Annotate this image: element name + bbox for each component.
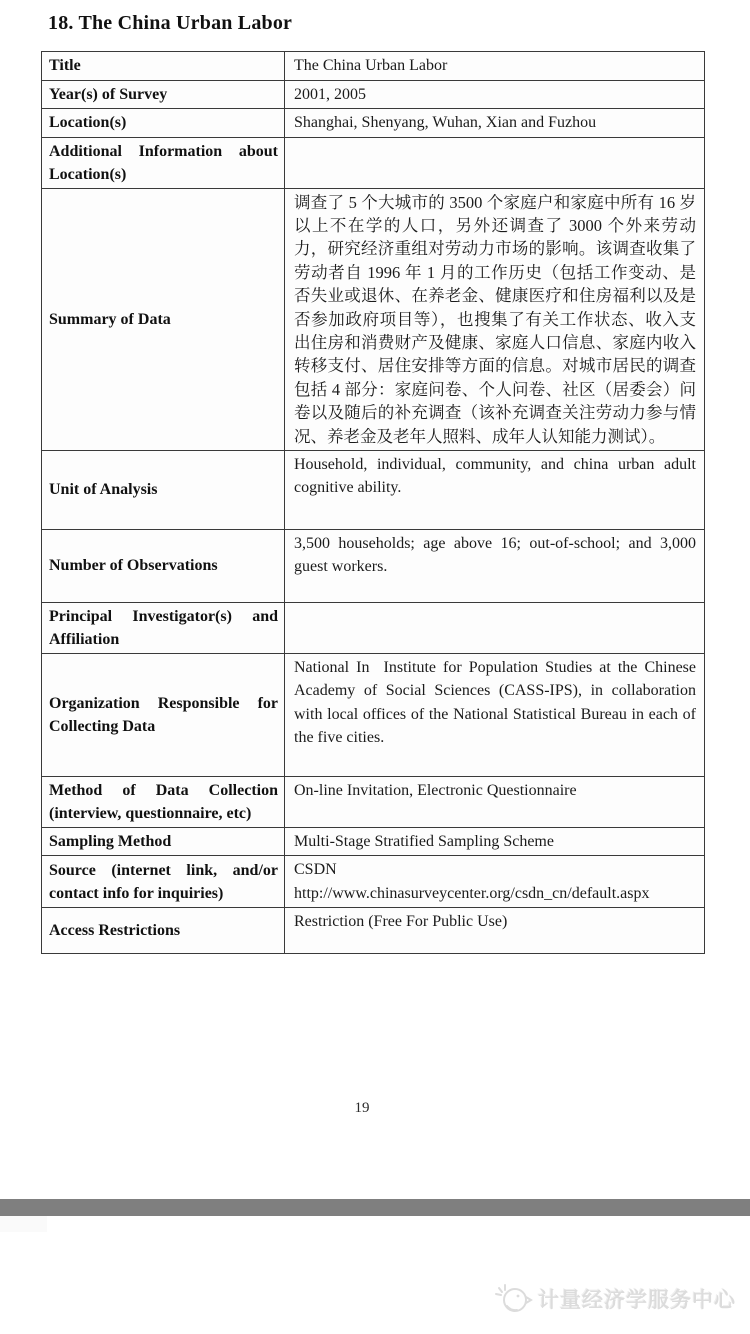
table-row-principal-investigator: [42, 602, 704, 653]
row-label-cell: [42, 189, 285, 450]
row-label: Title: [49, 57, 81, 75]
row-label: Summary of Data: [49, 310, 171, 328]
row-label: Method of Data Collection (interview, questionnaire, etc): [49, 781, 278, 822]
row-label: Additional Information about Location(s): [49, 142, 278, 183]
table-row-title: [42, 52, 704, 80]
watermark-label: 计量经济学服务中心: [538, 1288, 736, 1312]
watermark: [493, 1282, 736, 1316]
row-value: On-line Invitation, Electronic Questionnaire: [294, 781, 577, 799]
source-url: http://www.chinasurveycenter.org/csdn_cn/default.aspx: [294, 884, 650, 902]
row-value: 3,500 households; age above 16; out-of-school; and 3,000 guest workers.: [294, 534, 696, 576]
table-row-source: [42, 855, 704, 907]
page-number: 19: [354, 1100, 370, 1116]
row-label: Source (internet link, and/or contact info for inquiries): [49, 861, 278, 902]
source-name: CSDN: [294, 861, 337, 879]
table-row-locations: [42, 108, 704, 137]
table-row-years: [42, 80, 704, 109]
row-label-cell: [42, 603, 285, 653]
row-label-cell: [42, 530, 285, 602]
row-label-cell: [42, 451, 285, 529]
table-row-organization: [42, 653, 704, 776]
table-row-unit-of-analysis: [42, 450, 704, 529]
row-value-cell: [285, 856, 704, 907]
row-value: [285, 603, 704, 653]
table-row-access-restrictions: [42, 907, 704, 953]
table-row-summary: [42, 188, 704, 450]
chick-logo-icon: [493, 1282, 533, 1316]
row-label-cell: [42, 109, 285, 137]
row-label: Unit of Analysis: [49, 481, 158, 499]
row-label-cell: [42, 856, 285, 907]
row-label-cell: [42, 908, 285, 953]
row-label-cell: [42, 828, 285, 856]
table-row-observations: [42, 529, 704, 602]
row-label: Principal Investigator(s) and Affiliation: [49, 607, 278, 648]
footer-smudge: [0, 1216, 47, 1232]
row-label: Year(s) of Survey: [49, 85, 168, 103]
row-value: Shanghai, Shenyang, Wuhan, Xian and Fuzhou: [294, 114, 597, 131]
row-label: Location(s): [49, 114, 127, 132]
row-label-cell: [42, 777, 285, 827]
row-value: National In Institute for Population Studies at the Chinese Academy of Social Sciences (CASS-IPS), in collaboration with local offices of the National Statistical Bureau in each of the five cities.: [294, 658, 696, 747]
row-label: Sampling Method: [49, 833, 172, 851]
row-value: 2001, 2005: [294, 85, 366, 103]
row-label: Organization Responsible for Collecting Data: [49, 694, 278, 735]
row-label-cell: [42, 654, 285, 776]
row-value: [285, 138, 704, 188]
page-title: 18. The China Urban Labor: [48, 12, 293, 34]
row-label-cell: [42, 138, 285, 188]
row-label-cell: [42, 52, 285, 80]
row-label-cell: [42, 81, 285, 109]
row-value: Multi-Stage Stratified Sampling Scheme: [294, 832, 554, 850]
row-value: Restriction (Free For Public Use): [294, 913, 508, 931]
row-value: Household, individual, community, and china urban adult cognitive ability.: [294, 455, 696, 497]
row-label: Access Restrictions: [49, 922, 181, 940]
table-row-sampling: [42, 827, 704, 856]
row-value: 调查了 5 个大城市的 3500 个家庭户和家庭中所有 16 岁以上不在学的人口，另外还调查了 3000 个外来劳动力，研究经济重组对劳动力市场的影响。该调查收集了劳动者自 1996 年 1 月的工作历史（包括工作变动、是否失业或退休、在养老金、健康医疗和住房福利以及是否参加政府项目等），也搜集了有关工作状态、收入支出住房和消费财产及健康、家庭人口信息、家庭内收入转移支付、居住安排等方面的信息。对城市居民的调查包括 4 部分：家庭问卷、个人问卷、社区（居委会）问卷以及随后的补充调查（该补充调查关注劳动力参与情况、养老金及老年人照料、成年人认知能力测试）。: [294, 192, 696, 446]
survey-info-table: [41, 51, 705, 954]
row-label: Number of Observations: [49, 557, 218, 575]
table-row-additional-location-info: [42, 137, 704, 188]
table-row-method: [42, 776, 704, 827]
row-value: The China Urban Labor: [294, 57, 448, 74]
footer-divider-bar: [0, 1199, 750, 1216]
